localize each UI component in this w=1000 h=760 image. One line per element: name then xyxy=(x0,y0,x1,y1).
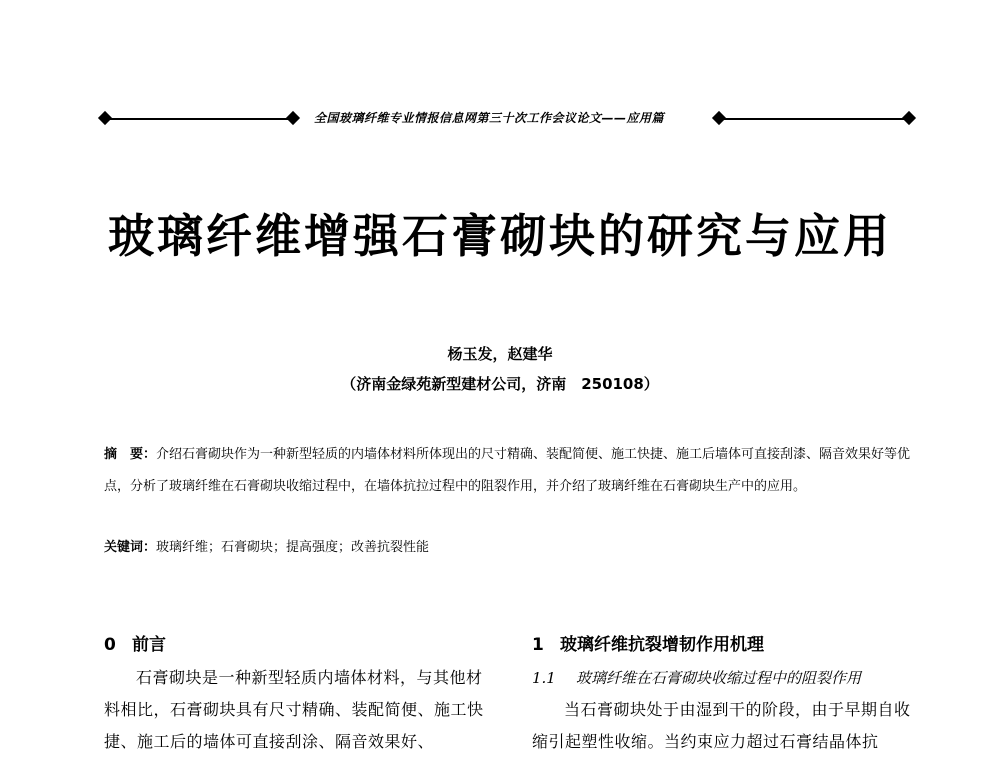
subsection-number: 1.1 xyxy=(532,669,556,687)
keywords-text: 玻璃纤维；石膏砌块；提高强度；改善抗裂性能 xyxy=(156,540,430,555)
section-number: 1 xyxy=(532,635,544,655)
body-paragraph: 当石膏砌块处于由湿到干的阶段，由于早期自收缩引起塑性收缩。当约束应力超过石膏结晶体抗 xyxy=(532,700,911,751)
abstract xyxy=(104,439,916,503)
left-column xyxy=(104,628,496,758)
keywords-label: 关键词： xyxy=(104,540,157,555)
affiliation: （济南金绿苑新型建材公司，济南 250108） xyxy=(341,375,659,393)
paper-title: 玻璃纤维增强石膏砌块的研究与应用 xyxy=(108,209,892,263)
body-paragraph: 石膏砌块是一种新型轻质内墙体材料，与其他材料相比，石膏砌块具有尺寸精确、装配简便、施工快捷、施工后的墙体可直接刮涂、隔音效果好、 xyxy=(104,668,484,751)
header-line-left xyxy=(106,118,292,120)
section-title: 前言 xyxy=(132,635,166,655)
subsection-heading xyxy=(532,662,922,694)
diamond-right-outer-icon xyxy=(902,111,916,125)
keywords xyxy=(104,536,916,560)
running-header: 全国玻璃纤维专业情报信息网第三十次工作会议论文——应用篇 xyxy=(314,111,665,125)
abstract-text: 介绍石膏砌块作为一种新型轻质的内墙体材料所体现出的尺寸精确、装配简便、施工快捷、施工后墙体可直接刮漆、隔音效果好等优点，分析了玻璃纤维在石膏砌块收缩过程中，在墙体抗拉过程中的阻裂作用，并介绍了玻璃纤维在石膏砌块生产中的应用。 xyxy=(104,447,911,494)
header-line-right xyxy=(720,118,910,120)
subsection-title: 玻璃纤维在石膏砌块收缩过程中的阻裂作用 xyxy=(576,669,862,687)
header-rule xyxy=(98,108,920,130)
diamond-left-inner-icon xyxy=(286,111,300,125)
section-heading-introduction xyxy=(104,628,496,662)
section-number: 0 xyxy=(104,635,116,655)
right-column xyxy=(532,628,922,758)
section-title: 玻璃纤维抗裂增韧作用机理 xyxy=(560,635,764,655)
abstract-label: 摘 要： xyxy=(104,447,157,462)
authors: 杨玉发，赵建华 xyxy=(447,345,553,363)
section-heading-mechanism xyxy=(532,628,922,662)
